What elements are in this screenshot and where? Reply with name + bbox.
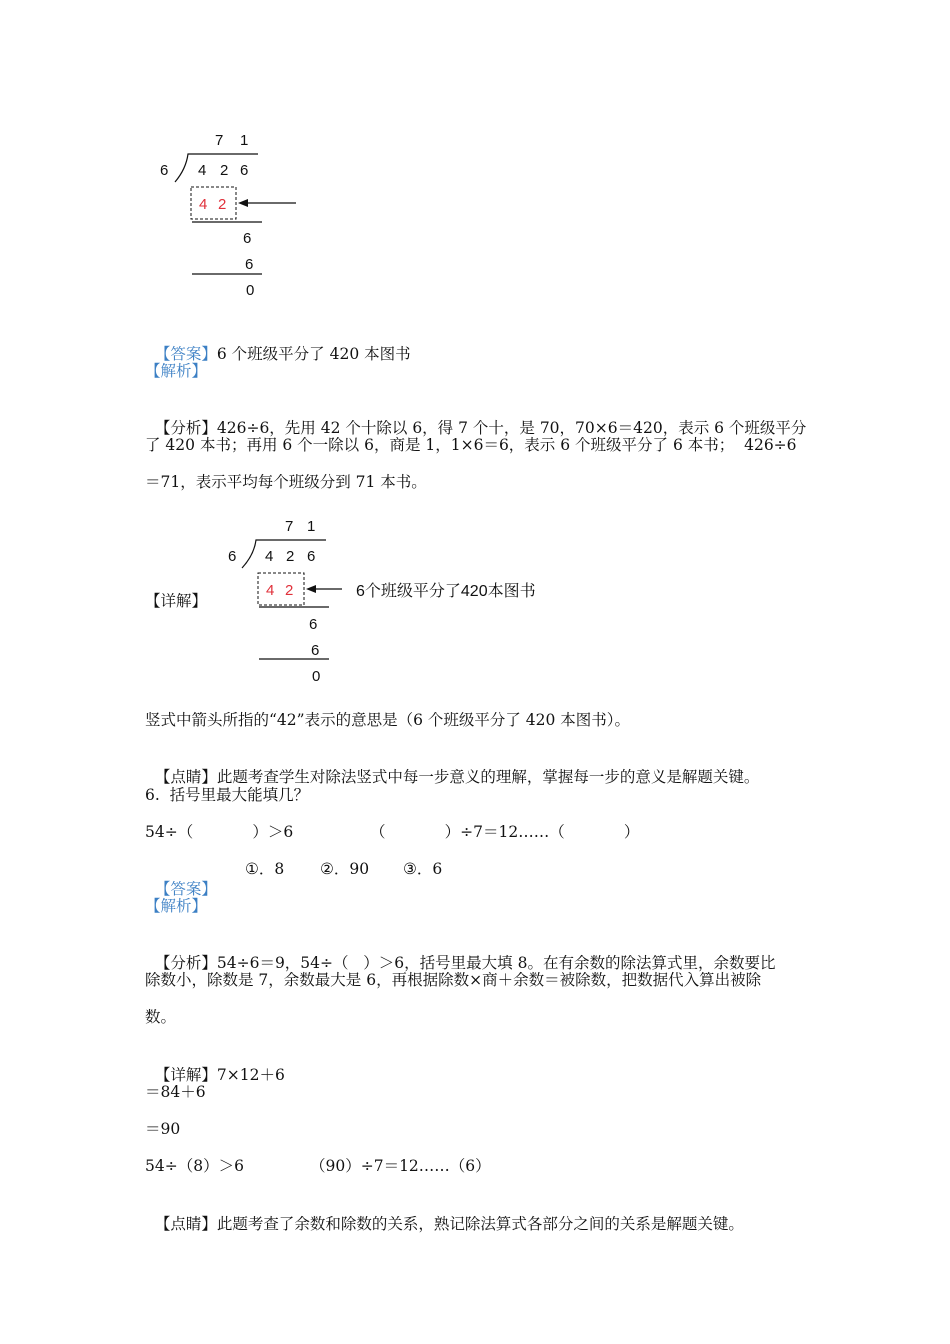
dianjing-line — [145, 747, 759, 787]
fenxi-line — [145, 398, 806, 438]
divisor: 6 — [228, 548, 237, 565]
answer-label: 【答案】 — [154, 345, 217, 363]
dianjing-line — [145, 1194, 744, 1234]
fenxi-line: 数。 — [145, 1008, 177, 1026]
arrow-head — [306, 585, 316, 593]
dashed-box — [191, 187, 236, 219]
answer-item: ③．6 — [403, 860, 443, 878]
answer-text: 6 个班级平分了 420 本图书 — [216, 345, 411, 363]
answer-label: 【答案】 — [154, 880, 217, 898]
quotient-digit: 7 — [285, 518, 294, 535]
answer-line — [145, 324, 411, 364]
fenxi-label: 【分析】 — [154, 419, 217, 437]
fenxi-line — [145, 933, 775, 973]
step-digit: 6 — [243, 230, 252, 247]
boxed-digit: 4 — [266, 582, 275, 599]
fenxi-line: 除数小，除数是 7，余数最大是 6，再根据除数×商＋余数＝被除数，把数据代入算出被除 — [145, 971, 762, 989]
calc-step: 7×12＋6 — [216, 1066, 285, 1084]
detail-line — [145, 1045, 285, 1085]
remainder-digit: 0 — [312, 668, 321, 685]
problem-b: （ ）÷7＝12……（ ） — [370, 823, 640, 841]
dianjing-text: 此题考查学生对除法竖式中每一步意义的理解，掌握每一步的意义是解题关键。 — [216, 768, 760, 786]
calc-step: ＝90 — [145, 1120, 181, 1138]
calc-step: ＝84＋6 — [145, 1083, 206, 1101]
dividend-digit: 2 — [220, 162, 229, 179]
dashed-box — [258, 573, 304, 605]
analysis-label: 【解析】 — [145, 897, 208, 915]
fenxi-line: 了 420 本书；再用 6 个一除以 6，商是 1，1×6＝6，表示 6 个班级平分了 6 本书； 426÷6 — [145, 436, 797, 454]
step-digit: 6 — [311, 642, 320, 659]
answer-item: ①．8 — [245, 860, 285, 878]
dividend-digit: 6 — [307, 548, 316, 565]
division-figure-2 — [0, 510, 600, 690]
conclusion-line: 竖式中箭头所指的“42”表示的意思是（6 个班级平分了 420 本图书）。 — [145, 711, 631, 729]
problem-a: 54÷（ ）＞6 — [145, 823, 294, 841]
divisor: 6 — [160, 162, 169, 179]
detail-label: 【详解】 — [154, 1066, 217, 1084]
dianjing-text: 此题考查了余数和除数的关系，熟记除法算式各部分之间的关系是解题关键。 — [216, 1215, 744, 1233]
answer-line — [145, 859, 217, 899]
dividend-digit: 4 — [198, 162, 207, 179]
quotient-digit: 1 — [307, 518, 316, 535]
division-figure-1 — [0, 125, 320, 295]
boxed-digit: 2 — [218, 196, 227, 213]
result-a: 54÷（8）＞6 — [145, 1157, 244, 1175]
boxed-digit: 4 — [199, 196, 208, 213]
remainder-digit: 0 — [246, 282, 255, 295]
question-title: 6. 括号里最大能填几？ — [145, 786, 310, 804]
quotient-digit: 7 — [215, 132, 224, 149]
detail-label: 【详解】 — [145, 592, 208, 610]
step-digit: 6 — [309, 616, 318, 633]
dianjing-label: 【点睛】 — [154, 768, 217, 786]
answer-item: ②．90 — [320, 860, 370, 878]
detail-note: 6个班级平分了420本图书 — [356, 583, 536, 600]
arrow-head — [238, 199, 248, 207]
dividend-digit: 2 — [286, 548, 295, 565]
quotient-digit: 1 — [240, 132, 249, 149]
dividend-digit: 6 — [240, 162, 249, 179]
fenxi-label: 【分析】 — [154, 954, 217, 972]
dianjing-label: 【点睛】 — [154, 1215, 217, 1233]
boxed-digit: 2 — [285, 582, 294, 599]
dividend-digit: 4 — [265, 548, 274, 565]
fenxi-line: ＝71，表示平均每个班级分到 71 本书。 — [145, 473, 427, 491]
fenxi-text: 426÷6，先用 42 个十除以 6，得 7 个十，是 70，70×6＝420，表示 6 个班级平分 — [216, 419, 807, 437]
fenxi-text: 54÷6＝9，54÷（ ）＞6，括号里最大填 8。在有余数的除法算式里，余数要比 — [216, 954, 776, 972]
result-b: （90）÷7＝12……（6） — [310, 1157, 491, 1175]
analysis-label: 【解析】 — [145, 362, 208, 380]
step-digit: 6 — [245, 256, 254, 273]
